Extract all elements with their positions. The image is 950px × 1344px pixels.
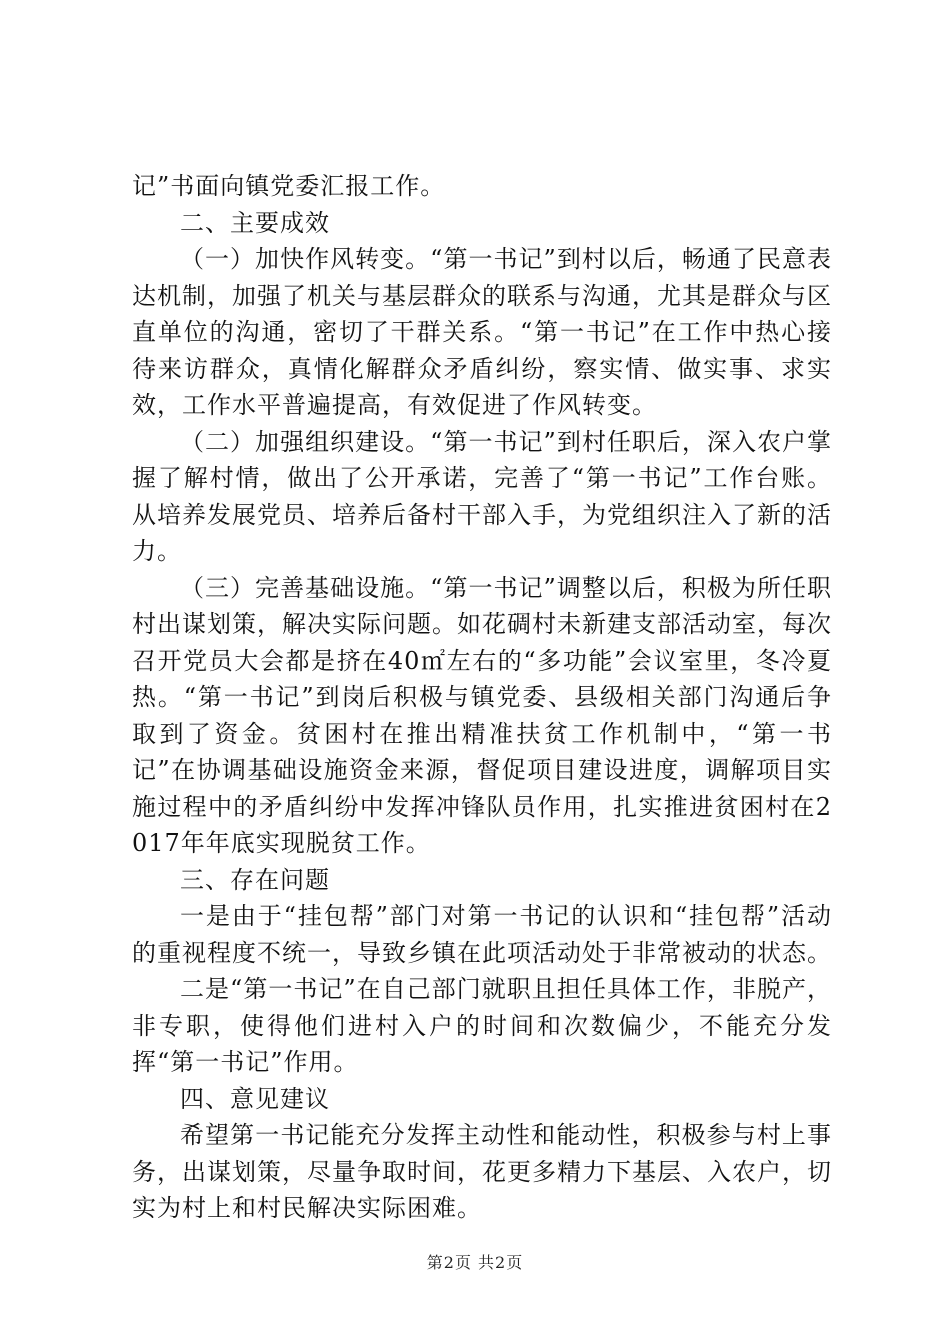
section-heading-suggestions: 四、意见建议 — [180, 1084, 330, 1113]
document-body — [132, 168, 832, 1227]
section-heading-problems: 三、存在问题 — [180, 865, 330, 894]
section-heading-results: 二、主要成效 — [180, 208, 330, 237]
page-number-footer: 第2页 共2页 — [426, 1253, 524, 1272]
paragraph-problem-two: 二是“第一书记”在自己部门就职且担任具体工作，非脱产，非专职，使得他们进村入户的时间和次数偏少，不能充分发挥“第一书记”作用。 — [132, 975, 832, 1076]
paragraph-infrastructure: （三）完善基础设施。“第一书记”调整以后，积极为所任职村出谋划策，解决实际问题。如花碉村未新建支部活动室，每次召开党员大会都是挤在40㎡左右的“多功能”会议室里，冬冷夏热。“第一书记”到岗后积极与镇党委、县级相关部门沟通后争取到了资金。贫困村在推出精准扶贫工作机制中，“第一书记”在协调基础设施资金来源，督促项目建设进度，调解项目实施过程中的矛盾纠纷中发挥冲锋队员作用，扎实推进贫困村在2017年年底实现脱贫工作。 — [132, 573, 832, 857]
paragraph-work-style: （一）加快作风转变。“第一书记”到村以后，畅通了民意表达机制，加强了机关与基层群众的联系与沟通，尤其是群众与区直单位的沟通，密切了干群关系。“第一书记”在工作中热心接待来访群众，真情化解群众矛盾纠纷，察实情、做实事、求实效，工作水平普遍提高，有效促进了作风转变。 — [132, 245, 832, 419]
paragraph-suggestion: 希望第一书记能充分发挥主动性和能动性，积极参与村上事务，出谋划策，尽量争取时间，花更多精力下基层、入农户，切实为村上和村民解决实际困难。 — [132, 1121, 832, 1222]
continuation-paragraph: 记”书面向镇党委汇报工作。 — [132, 172, 446, 200]
paragraph-organization: （二）加强组织建设。“第一书记”到村任职后，深入农户掌握了解村情，做出了公开承诺，完善了“第一书记”工作台账。从培养发展党员、培养后备村干部入手，为党组织注入了新的活力。 — [132, 427, 832, 565]
paragraph-problem-one: 一是由于“挂包帮”部门对第一书记的认识和“挂包帮”活动的重视程度不统一，导致乡镇在此项活动处于非常被动的状态。 — [132, 902, 832, 967]
